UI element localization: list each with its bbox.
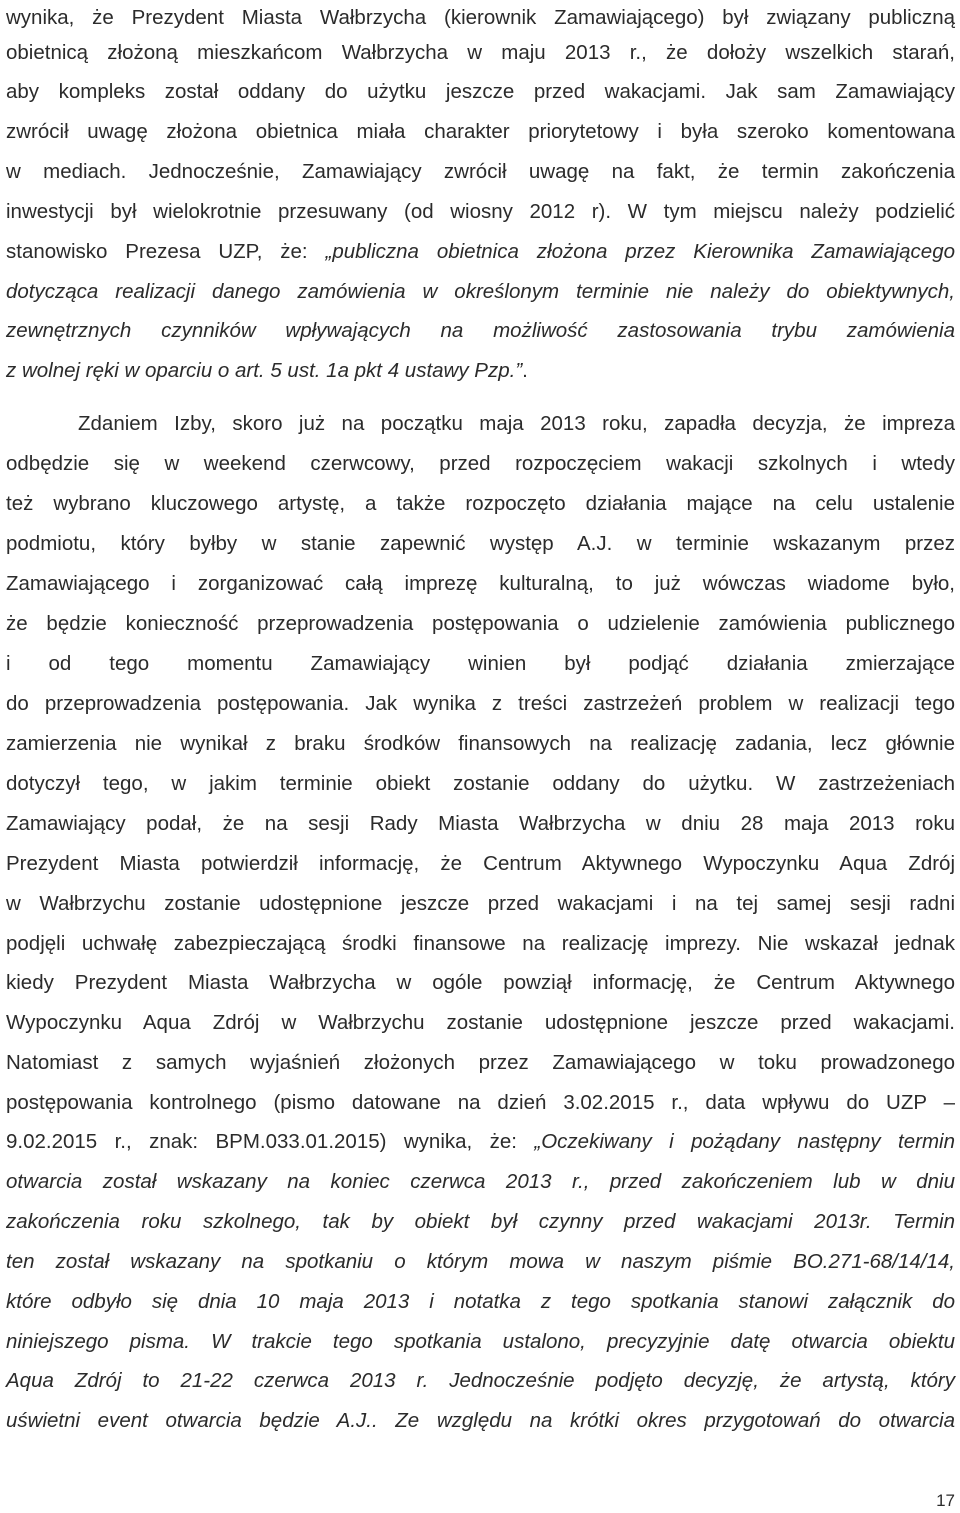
text-line: zamierzenia nie wynikał z braku środków finansowych na realizację zadania, lecz głównie xyxy=(6,732,955,755)
text-line: podjęli uchwałę zabezpieczającą środki finansowe na realizację imprezy. Nie wskazał jednak xyxy=(6,932,955,955)
text-line xyxy=(6,1327,955,1357)
quote-text: niniejszego pisma. W trakcie tego spotkania ustalono, precyzyjnie datę otwarcia obiektu xyxy=(6,1330,955,1353)
text-line: inwestycji był wielokrotnie przesuwany (od wiosny 2012 r). W tym miejscu należy podzielić xyxy=(6,200,955,223)
text-line: Natomiast z samych wyjaśnień złożonych przez Zamawiającego w toku prowadzonego xyxy=(6,1051,955,1074)
text-line: odbędzie się w weekend czerwcowy, przed rozpoczęciem wakacji szkolnych i wtedy xyxy=(6,452,955,475)
quote-text: Aqua Zdrój to 21-22 czerwca 2013 r. Jednocześnie podjęto decyzję, że artystą, który xyxy=(6,1369,955,1392)
text-line: że będzie konieczność przeprowadzenia postępowania o udzielenie zamówienia publicznego xyxy=(6,612,955,635)
text-line: 9.02.2015 r., znak: BPM.033.01.2015) wynika, że: „Oczekiwany i pożądany następny termin xyxy=(6,1130,955,1153)
text-line xyxy=(6,1207,955,1237)
quote-text: ten został wskazany na spotkaniu o którym mowa w naszym piśmie BO.271-68/14/14, xyxy=(6,1250,955,1273)
text-line xyxy=(6,316,955,346)
text-line: Zdaniem Izby, skoro już na początku maja 2013 roku, zapadła decyzja, że impreza xyxy=(78,412,955,435)
text-line: w Wałbrzychu zostanie udostępnione jeszcze przed wakacjami i na tej samej sesji radni xyxy=(6,892,955,915)
quote-text: otwarcia został wskazany na koniec czerwca 2013 r., przed zakończeniem lub w dniu xyxy=(6,1170,955,1193)
text-line: aby kompleks został oddany do użytku jeszcze przed wakacjami. Jak sam Zamawiający xyxy=(6,80,955,103)
quote-text: które odbyło się dnia 10 maja 2013 i notatka z tego spotkania stanowi załącznik do xyxy=(6,1290,955,1313)
text-line: do przeprowadzenia postępowania. Jak wynika z treści zastrzeżeń problem w realizacji tego xyxy=(6,692,955,715)
text-line: z wolnej ręki w oparciu o art. 5 ust. 1a pkt 4 ustawy Pzp.”. xyxy=(6,359,528,382)
text-line: też wybrano kluczowego artystę, a także rozpoczęto działania mające na celu ustalenie xyxy=(6,492,955,515)
text-line xyxy=(6,277,955,307)
text-line: w mediach. Jednocześnie, Zamawiający zwrócił uwagę na fakt, że termin zakończenia xyxy=(6,160,955,183)
text-line xyxy=(6,1366,955,1396)
text-line: zwrócił uwagę złożona obietnica miała charakter priorytetowy i była szeroko komentowana xyxy=(6,120,955,143)
text-line: i od tego momentu Zamawiający winien był podjąć działania zmierzające xyxy=(6,652,955,675)
quote-text: zakończenia roku szkolnego, tak by obiekt był czynny przed wakacjami 2013r. Termin xyxy=(6,1210,955,1233)
text-line: Wypoczynku Aqua Zdrój w Wałbrzychu zostanie udostępnione jeszcze przed wakacjami. xyxy=(6,1011,955,1034)
quote-text: „Oczekiwany i pożądany następny termin xyxy=(534,1130,955,1153)
text-line: Zamawiającego i zorganizować całą imprezę kulturalną, to już wówczas wiadome było, xyxy=(6,572,955,595)
text-line: stanowisko Prezesa UZP, że: „publiczna obietnica złożona przez Kierownika Zamawiającego xyxy=(6,240,956,263)
text-line: Zamawiający podał, że na sesji Rady Miasta Wałbrzycha w dniu 28 maja 2013 roku xyxy=(6,812,955,835)
quote-text: z wolnej ręki w oparciu o art. 5 ust. 1a pkt 4 ustawy Pzp.” xyxy=(6,359,523,382)
text-line: podmiotu, który byłby w stanie zapewnić występ A.J. w terminie wskazanym przez xyxy=(6,532,955,555)
quote-text: uświetni event otwarcia będzie A.J.. Ze względu na krótki okres przygotowań do otwarcia xyxy=(6,1409,955,1432)
text-line xyxy=(6,1406,955,1436)
quote-text: dotycząca realizacji danego zamówienia w określonym terminie nie należy do obiektywnych, xyxy=(6,280,955,303)
text-line: Prezydent Miasta potwierdził informację, że Centrum Aktywnego Wypoczynku Aqua Zdrój xyxy=(6,852,955,875)
text-line: kiedy Prezydent Miasta Wałbrzycha w ogóle powziął informację, że Centrum Aktywnego xyxy=(6,971,955,994)
text-line: obietnicą złożoną mieszkańcom Wałbrzycha w maju 2013 r., że dołoży wszelkich starań, xyxy=(6,41,955,64)
quote-text: „publiczna obietnica złożona przez Kierownika Zamawiającego xyxy=(325,240,956,263)
page-number: 17 xyxy=(936,1491,955,1510)
text-line: dotyczył tego, w jakim terminie obiekt zostanie oddany do użytku. W zastrzeżeniach xyxy=(6,772,955,795)
quote-text: zewnętrznych czynników wpływających na możliwość zastosowania trybu zamówienia xyxy=(6,319,955,342)
text-line: postępowania kontrolnego (pismo datowane na dzień 3.02.2015 r., data wpływu do UZP – xyxy=(6,1091,955,1114)
text-line xyxy=(6,1287,955,1317)
text-line xyxy=(6,1167,955,1197)
text-line xyxy=(6,1247,955,1277)
text-line: wynika, że Prezydent Miasta Wałbrzycha (kierownik Zamawiającego) był związany publiczną xyxy=(6,6,955,29)
